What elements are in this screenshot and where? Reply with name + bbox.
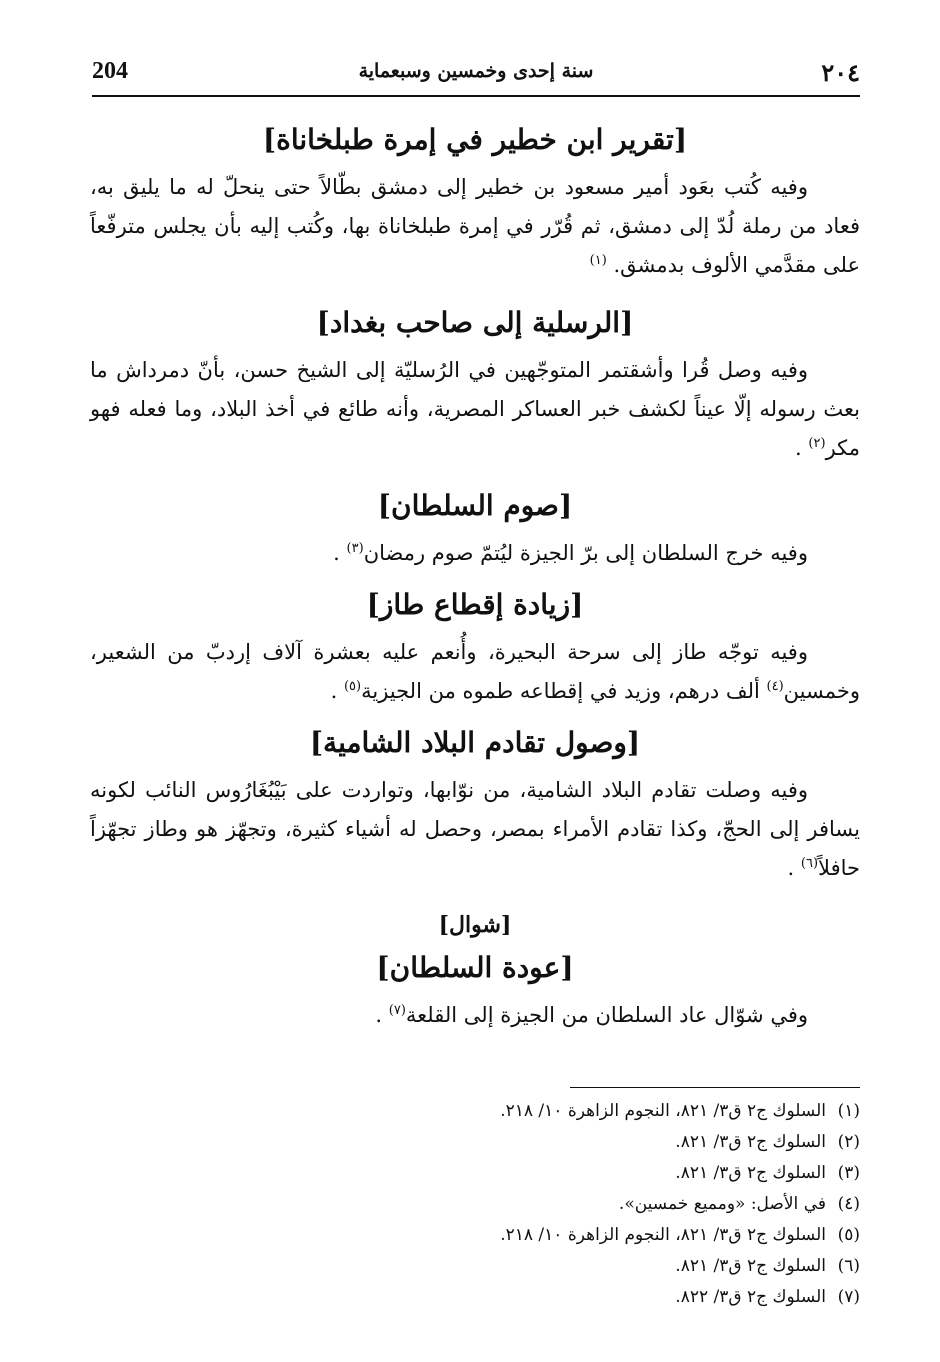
footnote-divider <box>570 1087 860 1088</box>
section-heading: [صوم السلطان] <box>377 489 573 522</box>
section-paragraph: وفيه وصلت تقادم البلاد الشامية، من نوّابها، وتواردت على بَيْبُغَارُوس النائب لكونه يسافر إلى الحجّ، وكذا تقادم الأمراء بمصر، وحصل له أشياء كثيرة، وتجهّز هو وطاز تجهّزاً حافلاً$^{(٦)}$ . <box>90 778 860 880</box>
footnotes <box>300 1096 860 1313</box>
footnote-item: (٧)السلوك ج٢ ق٣/ ٨٢٢. <box>675 1287 860 1307</box>
running-title: سنة إحدى وخمسين وسبعماية <box>358 60 594 82</box>
footnote-item: (٦)السلوك ج٢ ق٣/ ٨٢١. <box>675 1256 860 1276</box>
footnote-item: (٥)السلوك ج٢ ق٣/ ٨٢١، النجوم الزاهرة ١٠/ ٢١٨. <box>500 1225 860 1245</box>
footnote-ref: (٥) <box>343 679 362 694</box>
footnote-ref: (٧) <box>388 1003 406 1018</box>
section-heading: [عودة السلطان] <box>376 951 574 984</box>
footnote-item: (٢)السلوك ج٢ ق٣/ ٨٢١. <box>675 1132 860 1152</box>
month-heading: [شوال] <box>438 912 512 938</box>
footnote-ref: (١) <box>589 253 607 268</box>
footnote-ref: (٤) <box>766 679 784 694</box>
page-number-arabic: ٢٠٤ <box>821 58 860 87</box>
page-number-latin: 204 <box>92 58 128 84</box>
section-paragraph: وفي شوّال عاد السلطان من الجيزة إلى القلعة$^{(٧)}$ . <box>375 1003 808 1027</box>
footnote-item: (٣)السلوك ج٢ ق٣/ ٨٢١. <box>675 1163 860 1183</box>
footnote-ref: (٢) <box>808 436 826 451</box>
section-paragraph: وفيه توجّه طاز إلى سرحة البحيرة، وأُنعم عليه بعشرة آلاف إردبّ من الشعير، وخمسين$^{(٤)}$ ألف درهم، وزيد في إقطاعه طموه من الجيزية$^{(٥)}$ . <box>90 640 860 703</box>
footnote-ref: (٣) <box>346 541 364 556</box>
section-heading: [الرسلية إلى صاحب بغداد] <box>316 306 634 339</box>
footnote-ref: (٦) <box>800 856 819 871</box>
running-header <box>92 58 860 94</box>
section-paragraph: وفيه كُتب بعَود أمير مسعود بن خطير إلى دمشق بطّالاً حتى ينحلّ له ما يليق به، فعاد من رملة لُدّ إلى دمشق، ثم قُرّر في إمرة طبلخاناة بها، وكُتب إليه بأن يجلس مترفّعاً على مقدَّمي الألوف بدمشق. $^{(١)}$ <box>90 175 860 277</box>
section-paragraph: وفيه خرج السلطان إلى برّ الجيزة ليُتمّ صوم رمضان$^{(٣)}$ . <box>333 541 808 565</box>
header-divider <box>92 95 860 97</box>
footnote-item: (١)السلوك ج٢ ق٣/ ٨٢١، النجوم الزاهرة ١٠/ ٢١٨. <box>500 1101 860 1121</box>
footnote-item: (٤)في الأصل: «ومميع خمسين». <box>618 1194 860 1214</box>
section-paragraph: وفيه وصل قُرا وأشقتمر المتوجّهين في الرُسليّة إلى الشيخ حسن، بأنّ دمرداش ما بعث رسوله إلّا عيناً لكشف خبر العساكر المصرية، وأنه طائع في أخذ البلاد، وما فعله فهو مكر$^{(٢)}$ . <box>90 358 860 460</box>
section-heading: [تقرير ابن خطير في إمرة طبلخاناة] <box>262 123 688 156</box>
section-heading: [زيادة إقطاع طاز] <box>366 588 584 621</box>
main-text <box>90 118 860 1035</box>
section-heading: [وصول تقادم البلاد الشامية] <box>309 726 641 759</box>
